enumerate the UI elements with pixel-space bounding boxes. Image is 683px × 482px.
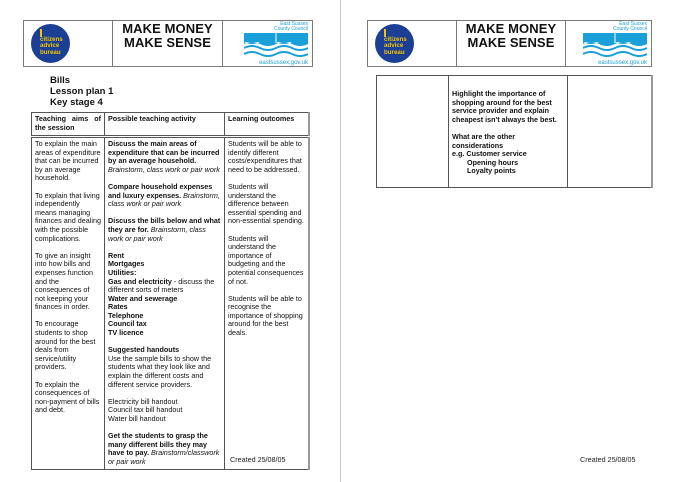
document-page-2 bbox=[341, 0, 683, 482]
handouts-section bbox=[108, 346, 221, 389]
outcome-item: Students will be able to recognise the importance of shopping around for the best deals. bbox=[228, 293, 303, 338]
outcomes-cell bbox=[225, 138, 309, 470]
activity-text: Get the students to grasp the many different bills they may have to pay. bbox=[108, 431, 208, 458]
banner-council-cell bbox=[565, 21, 651, 66]
bill-item: Telephone bbox=[108, 310, 144, 320]
council-name-line: County Council bbox=[274, 26, 308, 32]
banner-title-line1: MAKE MONEY bbox=[122, 21, 213, 36]
aim-item: To explain that living independently means managing finances and dealing with the possible complications. bbox=[35, 190, 101, 243]
east-sussex-council-logo-icon bbox=[581, 22, 647, 66]
lesson-plan-body-table bbox=[31, 137, 310, 470]
bill-item: Utilities: bbox=[108, 267, 137, 277]
bill-item-name: Gas and electricity bbox=[108, 276, 172, 286]
bill-item: Rates bbox=[108, 302, 128, 312]
banner-title-cell bbox=[112, 21, 222, 66]
activity-method: Brainstorm, class work or pair work bbox=[108, 164, 220, 174]
aim-item: To explain the main areas of expenditure that can be incurred by an average household. bbox=[35, 139, 101, 183]
cab-logo-text-line: advice bbox=[40, 42, 60, 50]
council-name-line: East Sussex bbox=[280, 21, 308, 27]
created-date-footer: Created 25/08/05 bbox=[230, 455, 286, 464]
bill-item: Council tax bbox=[108, 319, 147, 329]
aim-item: To explain the consequences of non-payment of bills and debt. bbox=[35, 379, 100, 415]
cab-logo-text-line: advice bbox=[384, 42, 404, 50]
council-url: eastsussex.gov.uk bbox=[259, 60, 308, 66]
lesson-topic: Bills bbox=[50, 75, 71, 86]
activity-method: Brainstorm, class work or pair work bbox=[108, 224, 206, 243]
handout-item: Water bill handout bbox=[108, 414, 166, 423]
bills-list bbox=[108, 252, 221, 338]
lesson-plan-number: Lesson plan 1 bbox=[50, 86, 114, 97]
council-name-line: County Council bbox=[613, 26, 647, 32]
aims-cell bbox=[377, 76, 449, 188]
waves-icon bbox=[244, 31, 308, 59]
activity-item bbox=[108, 183, 221, 209]
activity-item bbox=[108, 432, 221, 466]
bill-item-note: - discuss the different sorts of meters bbox=[108, 276, 215, 295]
handout-item: Council tax bill handout bbox=[108, 405, 183, 415]
bill-item bbox=[108, 278, 221, 295]
activity-item bbox=[108, 140, 221, 174]
activity-text: Discuss the main areas of expenditure that can be incurred by an average household. bbox=[108, 139, 220, 166]
citizens-advice-bureau-logo-icon bbox=[375, 24, 414, 63]
council-name-line: East Sussex bbox=[619, 21, 647, 27]
bill-item: Water and sewerage bbox=[108, 293, 178, 303]
consideration-item: Loyalty points bbox=[467, 166, 516, 176]
activity-item: Highlight the importance of shopping around for the best service provider and explain cheapest isn't always the best. bbox=[452, 89, 557, 124]
banner-title-line2: MAKE SENSE bbox=[467, 35, 555, 50]
page-banner bbox=[367, 20, 652, 67]
outcome-item: Students will understand the difference between essential spending and non-essential spending. bbox=[228, 181, 304, 226]
bill-item: TV licence bbox=[108, 328, 144, 338]
bill-item: Rent bbox=[108, 250, 124, 260]
aim-item: To give an insight into how bills and expenses function and the consequences of not keeping your finances in order. bbox=[35, 250, 93, 312]
banner-logo-cell bbox=[368, 21, 456, 66]
activity-item bbox=[452, 133, 564, 176]
document-page-1 bbox=[0, 0, 340, 482]
banner-council-cell bbox=[222, 21, 312, 66]
aims-cell bbox=[32, 138, 105, 470]
lesson-plan-continued-table bbox=[376, 75, 653, 188]
activities-cell bbox=[449, 76, 568, 188]
aim-item: To encourage students to shop around for the best deals from service/utility providers. bbox=[35, 319, 96, 372]
activity-text: Compare household expenses and luxury expenses. bbox=[108, 181, 213, 200]
banner-title-line1: MAKE MONEY bbox=[465, 21, 557, 36]
header-teaching-aims: Teaching aims of the session bbox=[32, 113, 105, 136]
table-header-row bbox=[32, 113, 309, 136]
bill-item: Mortgages bbox=[108, 259, 145, 269]
cab-logo-text-line: citizens bbox=[40, 36, 63, 43]
handouts-description: Use the sample bills to show the students what they look like and explain the different costs and different service providers. bbox=[108, 353, 212, 389]
banner-title-line2: MAKE SENSE bbox=[124, 35, 211, 50]
council-url: eastsussex.gov.uk bbox=[598, 60, 647, 66]
citizens-advice-bureau-logo-icon bbox=[31, 24, 70, 63]
activity-text: Discuss the bills below and what they are for. bbox=[108, 216, 221, 234]
handouts-list bbox=[108, 398, 221, 424]
outcome-item: Students will understand the importance of budgeting and the potential consequences of not. bbox=[228, 233, 304, 286]
activity-method: Brainstorm/classwork or pair work bbox=[108, 448, 220, 466]
table-row bbox=[377, 76, 652, 188]
outcome-item: Students will be able to identify different costs/expenditures that need to be addressed. bbox=[228, 139, 302, 174]
handout-item: Electricity bill handout bbox=[108, 396, 178, 406]
consideration-item: e.g. Customer service bbox=[452, 149, 527, 159]
waves-icon bbox=[583, 31, 647, 59]
activity-item bbox=[108, 217, 221, 243]
east-sussex-council-logo-icon bbox=[242, 22, 308, 66]
banner-logo-cell bbox=[24, 21, 112, 66]
activities-cell bbox=[105, 138, 225, 470]
consideration-item: Opening hours bbox=[467, 157, 519, 167]
table-row bbox=[32, 138, 309, 470]
cab-logo-text-line: bureau bbox=[384, 48, 405, 56]
page-banner bbox=[23, 20, 313, 67]
lesson-plan-header-table bbox=[31, 112, 310, 136]
cab-logo-text-line: bureau bbox=[40, 48, 61, 56]
considerations-title: What are the other considerations bbox=[452, 131, 516, 150]
outcomes-cell bbox=[568, 76, 652, 188]
header-learning-outcomes: Learning outcomes bbox=[225, 113, 309, 136]
lesson-heading bbox=[50, 75, 113, 108]
banner-title-cell bbox=[456, 21, 565, 66]
header-teaching-activity: Possible teaching activity bbox=[105, 113, 225, 136]
activity-method: Brainstorm, class work or pair work bbox=[108, 190, 220, 209]
cab-logo-text-line: citizens bbox=[384, 36, 407, 43]
key-stage: Key stage 4 bbox=[50, 97, 103, 108]
handouts-title: Suggested handouts bbox=[108, 345, 180, 355]
created-date-footer: Created 25/08/05 bbox=[580, 455, 636, 464]
